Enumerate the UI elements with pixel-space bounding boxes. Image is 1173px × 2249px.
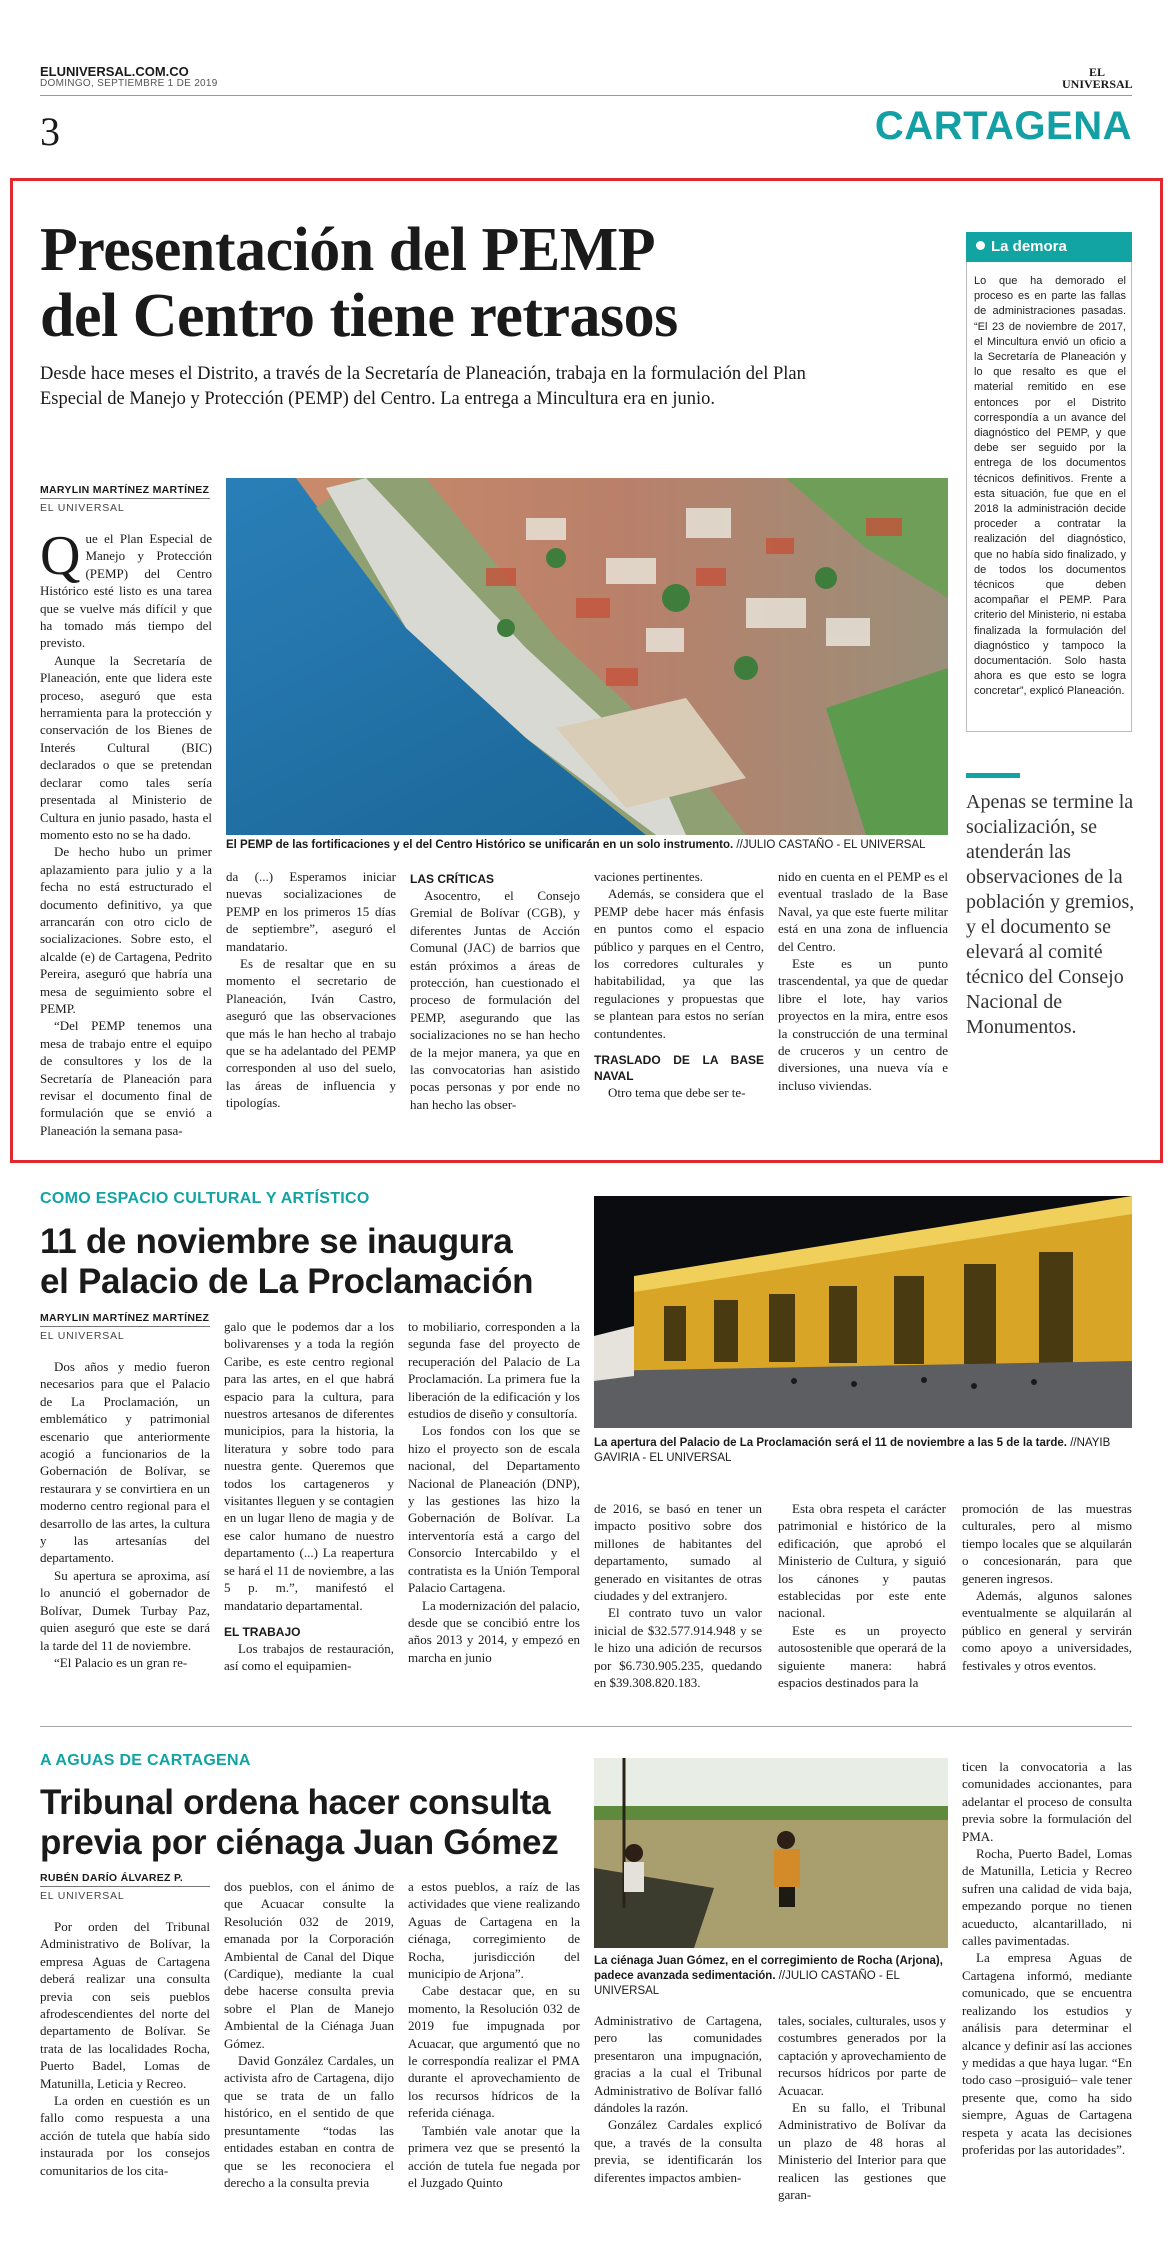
story3-col4-p2: González Cardales explicó que, a través de la consulta previa, se identificarán los diferentes impactos ambien- [594,2117,762,2185]
page-number: 3 [40,109,60,154]
pullquote: Apenas se termine la socialización, se atenderán las observaciones de la población y gremios, y el documento se elevará al comité técnico del Consejo Nacional de Monumentos. [966,791,1135,1038]
story2-column-4 [594,1500,762,1691]
story3-byline-sub: EL UNIVERSAL [40,1890,125,1902]
story3-caption-credit: //JULIO CASTAÑO - EL UNIVERSAL [594,1970,900,1997]
story2-col3-p2: Los fondos con los que se hizo el proyecto son de escala nacional, del Departamento Nacional de Planeación (DNP), y las gestiones las hizo la Gobernación de Bolívar. La interventoría está a cargo del Consorcio Intercabildo y el contratista es la Unión Temporal Palacio Cartagena. [408,1423,580,1596]
story3-headline-line1: Tribunal ordena hacer consulta [40,1783,551,1822]
story2-column-2 [224,1318,394,1675]
story1-caption-credit: //JULIO CASTAÑO - EL UNIVERSAL [733,839,926,851]
story1-headline-line1: Presentación del PEMP [40,216,656,284]
story1-subhead-criticas: LAS CRÍTICAS [410,872,494,886]
story3-col3-p3: También vale anotar que la primera vez que se presentó la acción de tutela fue negada por el Juzgado Quinto [408,2122,580,2190]
story2-caption-text: La apertura del Palacio de La Proclamación será el 11 de noviembre a las 5 de la tarde. [594,1437,1067,1449]
story2-byline-sub: EL UNIVERSAL [40,1330,125,1342]
story2-subhead-trabajo: EL TRABAJO [224,1624,301,1639]
section-divider [40,1726,1132,1727]
cartagena-aerial-image [226,478,948,835]
logo-line-1: EL [1088,65,1105,79]
story1-col1-p1: ue el Plan Especial de Manejo y Protección (PEMP) del Centro Histórico esté listo es una tarea que se vuelve más difícil y que ha tomado más tiempo del previsto. [40,531,212,651]
story2-byline: MARYLIN MARTÍNEZ MARTÍNEZ [40,1312,210,1324]
story1-column-2 [226,868,396,1112]
story3-caption-text: La ciénaga Juan Gómez, en el corregimiento de Rocha (Arjona), padece avanzada sedimentación. [594,1955,943,1982]
palacio-proclamacion-image [594,1196,1132,1428]
story3-headline [40,1783,600,1863]
story1-col2-p1: da (...) Esperamos iniciar nuevas socializaciones de PEMP en los primeros 15 días de septiembre”, aseguró el mandatario. [226,869,396,954]
story3-column-6 [962,1758,1132,2158]
story2-column-3 [408,1318,580,1666]
story2-col4-p1: de 2016, se basó en tener un impacto positivo sobre dos millones de habitantes del departamento, sumado al generado en visitantes de otras ciudades y del extranjero. [594,1501,762,1604]
story3-col5-p2: En su fallo, el Tribunal Administrativo de Bolívar da un plazo de 48 horas al Ministerio del Interior para que realicen las gestiones que garan- [778,2100,946,2203]
story2-column-6 [962,1500,1132,1674]
section-title: CARTAGENA [874,104,1132,148]
sidebar-header [966,232,1132,262]
story2-caption [594,1436,1132,1466]
story1-col1-p2: Aunque la Secretaría de Planeación, ente que lidera este proceso, aseguró que esta herramienta para la protección y conservación de los Bienes de Interés Cultural (BIC) declarados o que se pretendan declarar como tales sería presentada al Ministerio de Cultura en junio pasado, hasta el momento esto no se ha dado. [40,652,212,842]
story2-col1-p3: “El Palacio es un gran re- [54,1654,188,1670]
story3-column-5 [778,2012,946,2203]
story1-headline-line2: del Centro tiene retrasos [40,282,678,350]
story2-col1-p1: Dos años y medio fueron necesarios para que el Palacio de La Proclamación, un emblemático y patrimonial escenario que anteriormente acogió a funcionarios de la Gobernación de Bolívar, se restaurara y se convirtiera en un moderno centro regional para el desarrollo de las artes, la cultura y las artesanías del departamento. [40,1359,210,1566]
issue-date: DOMINGO, SEPTIEMBRE 1 DE 2019 [40,78,218,89]
story3-headline-line2: previa por ciénaga Juan Gómez [40,1823,559,1862]
story3-column-3 [408,1878,580,2191]
story3-kicker: A AGUAS DE CARTAGENA [40,1752,251,1769]
bullet-icon [976,241,985,250]
story3-photo [594,1758,948,1948]
story1-photo [226,478,948,835]
story3-column-2 [224,1878,394,2191]
story1-caption-text: El PEMP de las fortificaciones y el del Centro Histórico se unificarán en un solo instrumento. [226,839,734,851]
story1-col3-p1: Asocentro, el Consejo Gremial de Bolívar (CGB), y diferentes Juntas de Acción Comunal (JAC) de barrios que están próximos a áreas de protección, han cuestionado el proceso de formulación del PEMP, asegurando que las socializaciones no se han hecho de la mejor manera, ya que en las convocatorias han asistido pocas personas y por ende no han hecho las obser- [410,888,580,1112]
story3-col4-p1: Administrativo de Cartagena, pero las comunidades presentaron una impugnación, gracias a la cual el Tribunal Administrativo de Bolívar falló dándoles la razón. [594,2013,762,2116]
story1-col2-p2: Es de resaltar que en su momento el secretario de Planeación, Iván Castro, aseguró que las observaciones que más le han hecho al trabajo que se ha adelantado del PEMP corresponden al uso del suelo, las áreas de influencia y tipologías. [226,956,396,1111]
story3-col1-p1: Por orden del Tribunal Administrativo de Bolívar, la empresa Aguas de Cartagena deberá realizar una consulta previa con seis pueblos afrodescendientes del norte del departamento de Bolívar. Se trata de las localidades Rocha, Puerto Badel, Lomas de Matunilla, Leticia y Recreo. [40,1919,210,2091]
story3-col3-p1: a estos pueblos, a raíz de las actividades que viene realizando Aguas de Cartagena en la ciénaga, corregimiento de Rocha, jurisdicción del municipio de Arjona”. [408,1879,580,1982]
story2-headline-line2: el Palacio de La Proclamación [40,1262,534,1301]
story1-headline [40,217,940,349]
story2-caption-credit: //NAYIB GAVIRIA - EL UNIVERSAL [594,1437,1111,1464]
story1-col5-p1: nido en cuenta en el PEMP es el eventual traslado de la Base Naval, ya que este fuerte militar está en una zona de influencia del Centro. [778,869,948,954]
story2-headline [40,1222,600,1302]
masthead-rule [40,95,1132,96]
story2-col2-p2: Los trabajos de restauración, así como el equipamien- [224,1640,394,1674]
story2-col4-p2: El contrato tuvo un valor inicial de $32.577.914.948 y se le hizo una adición de recursos por $6.730.905.235, quedando en $39.308.820.183. [594,1605,762,1691]
story2-col3-p1: to mobiliario, corresponden a la segunda fase del proyecto de recuperación del Palacio de La Proclamación. La primera fue la liberación de la edificación y los estudios de diseño y consultoría. [408,1319,580,1422]
logo-line-2: UNIVERSAL [1062,77,1133,91]
story2-col3-p3: La modernización del palacio, desde que se concibió entre los años 2013 y 2014, y empezó en marcha en junio [408,1597,580,1665]
story1-byline-sub: EL UNIVERSAL [40,502,125,514]
pullquote-bar [966,773,1020,778]
story2-col6-p2: Además, algunos salones eventualmente se alquilarán al público en general y servirán como apoyo a universidades, festivales y otros eventos. [962,1588,1132,1673]
story3-col3-p2: Cabe destacar que, en su momento, la Resolución 032 de 2019 fue impugnada por Acuacar, que argumentó que no le correspondía realizar el PMA durante el aprovechamiento de los recursos hídricos de la referida ciénaga. [408,1983,580,2121]
story1-dropcap: Q [40,525,81,587]
story2-col5-p1: Esta obra respeta el carácter patrimonial e histórico de la edificación, que aprobó el Ministerio de Cultura, y siguió los cánones y pautas establecidas por este ente nacional. [778,1501,946,1621]
story1-col4-p2: Además, se considera que el PEMP debe hacer más énfasis en puntos como el espacio público y parques en el Centro, los corredores culturales y habitabilidad, ya que las regulaciones y propuestas que se plantean para estos no serían contundentes. [594,886,764,1041]
story3-col5-p1: tales, sociales, culturales, usos y costumbres generados por la captación y aprovechamiento de recursos hídricos por parte de Acuacar. [778,2013,946,2098]
site-url: ELUNIVERSAL.COM.CO [40,64,189,79]
story1-col1-p4: “Del PEMP tenemos una mesa de trabajo entre el equipo de consultores y los de la Secretaría de Planeación para revisar el documento final de formulación que se envió a Planeación la semana pasa- [40,1018,212,1138]
story1-col5-p2: Este es un punto trascendental, ya que de quedar libre el lote, hay varios proyectos en la mira, entre esos la construcción de una terminal de cruceros y un centro de diversiones, una nueva vía e incluso viviendas. [778,956,948,1093]
story1-col4-p1: vaciones pertinentes. [594,869,704,884]
story3-col1-p2: La orden en cuestión es un fallo como respuesta a una acción de tutela que había sido instaurada por los consejos comunitarios de los cita- [40,2093,210,2178]
story1-caption [226,838,948,853]
story3-caption [594,1954,948,1999]
sidebar-title: La demora [991,238,1067,255]
story1-byline: MARYLIN MARTÍNEZ MARTÍNEZ [40,484,210,496]
story3-col2-p2: David González Cardales, un activista afro de Cartagena, dijo que se trata de un fallo histórico, en el sentido de que presuntamente “todas las entidades estaban en contra de que se les reconociera el derecho a la consulta previa [224,2053,394,2190]
story1-column-1 [40,525,212,1139]
story2-column-1 [40,1358,210,1671]
newspaper-logo [1062,66,1132,90]
story1-column-4 [594,868,764,1101]
story1-col1-p3: De hecho hubo un primer aplazamiento para julio y a la fecha no está estructurado el documento definitivo, ya que arrancarán con otro ciclo de socializaciones. Sobre esto, el alcalde (e) de Cartagena, Pedrito Pereira, aseguró que habría una mesa de seguimiento sobre el PEMP. [40,844,212,1016]
story3-col6-p1: ticen la convocatoria a las comunidades accionantes, para adelantar el proceso de consulta previa sobre la formulación del PMA. [962,1759,1132,1844]
story2-headline-line1: 11 de noviembre se inaugura [40,1222,513,1261]
story3-col2-p1: dos pueblos, con el ánimo de que Acuacar consulte la Resolución 032 de 2019, emanada por la Corporación Ambiental de Canal del Dique (Cardique), mediante la cual debe hacerse consulta previa sobre el Plan de Manejo Ambiental de la Ciénaga Juan Gómez. [224,1879,394,2051]
story2-column-5 [778,1500,946,1691]
story1-deck: Desde hace meses el Distrito, a través de la Secretaría de Planeación, trabaja en la formulación del Plan Especial de Manejo y Protección (PEMP) del Centro. La entrega a Mincultura era en junio. [40,364,806,409]
story1-byline-rule [40,498,210,499]
story3-col6-p2: Rocha, Puerto Badel, Lomas de Matunilla, Leticia y Recreo sufren una calidad de vida baja, empezando porque no tienen acueducto, alcantarillado, ni calles pavimentadas. [962,1846,1132,1949]
story2-col1-p2: Su apertura se aproxima, así lo anunció el gobernador de Bolívar, Dumek Turbay Paz, quien aseguró que este se dará la tarde del 11 de noviembre. [40,1567,210,1653]
story3-column-4 [594,2012,762,2186]
cienaga-juan-gomez-image [594,1758,948,1948]
story1-subhead-base-naval: TRASLADO DE LA BASE NAVAL [594,1053,764,1084]
story2-photo [594,1196,1132,1428]
story1-col4-p3: Otro tema que debe ser te- [608,1085,746,1101]
story3-col6-p3: La empresa Aguas de Cartagena informó, mediante comunicado, que se encuentra realizando los estudios y análisis para determinar el alcance y definir así las acciones y medidas a que haya lugar. “En todo caso –prosiguió– vale tener presente que, como ha sido siempre, Aguas de Cartagena respeta y acata las decisiones proferidas por las autoridades”. [962,1950,1132,2157]
story1-column-5 [778,868,948,1094]
story2-col2-p1: galo que le podemos dar a los bolivarenses y a toda la región Caribe, es este centro regional para las artes, en el que habrá espacio para la cultura, para nuestros artesanos de diferentes municipios, para la historia, la literatura y sobre todo para nuestra gente. Queremos que todos los cartageneros y visitantes lleguen y se contagien en un lugar lleno de magia y de ese calor humano de nuestro departamento (...) La reapertura se hará el 11 de noviembre, a las 5 p. m.”, manifestó el mandatario departamental. [224,1319,394,1613]
story3-column-1 [40,1918,210,2179]
story2-kicker: COMO ESPACIO CULTURAL Y ARTÍSTICO [40,1190,370,1207]
story3-byline-rule [40,1886,210,1887]
sidebar-text: Lo que ha demorado el proceso es en parte las fallas de administraciones pasadas. “El 23 de noviembre de 2017, el Mincultura envió un oficio a la Secretaría de Planeación y lo que resalto es que el material remitido en ese entonces por el Distrito correspondía a un avance del diagnóstico del PEMP, y que debe ser seguido por la entrega de los documentos técnicos definitivos. Frente a esta situación, fue que en el 2018 la administración decide proceder a contratar la realización del diagnóstico, que no había sido finalizado, y de todos los documentos técnicos que deben acompañar el PEMP. Para criterio del Ministerio, ni estaba finalizada la formulación del diagnóstico y tampoco la documentación. Solo hasta ahora es que esto se logra concretar”, explicó Planeación. [974,275,1126,698]
story3-byline: RUBÉN DARÍO ÁLVAREZ P. [40,1872,184,1884]
story2-col6-p1: promoción de las muestras culturales, pero al mismo tiempo locales que se alquilarán o concesionarán, para que generen ingresos. [962,1501,1132,1586]
story1-column-3 [410,868,580,1113]
story2-byline-rule [40,1326,210,1327]
story2-col5-p2: Este es un proyecto autosostenible que operará de la siguiente manera: habrá espacios destinados para la [778,1622,946,1691]
